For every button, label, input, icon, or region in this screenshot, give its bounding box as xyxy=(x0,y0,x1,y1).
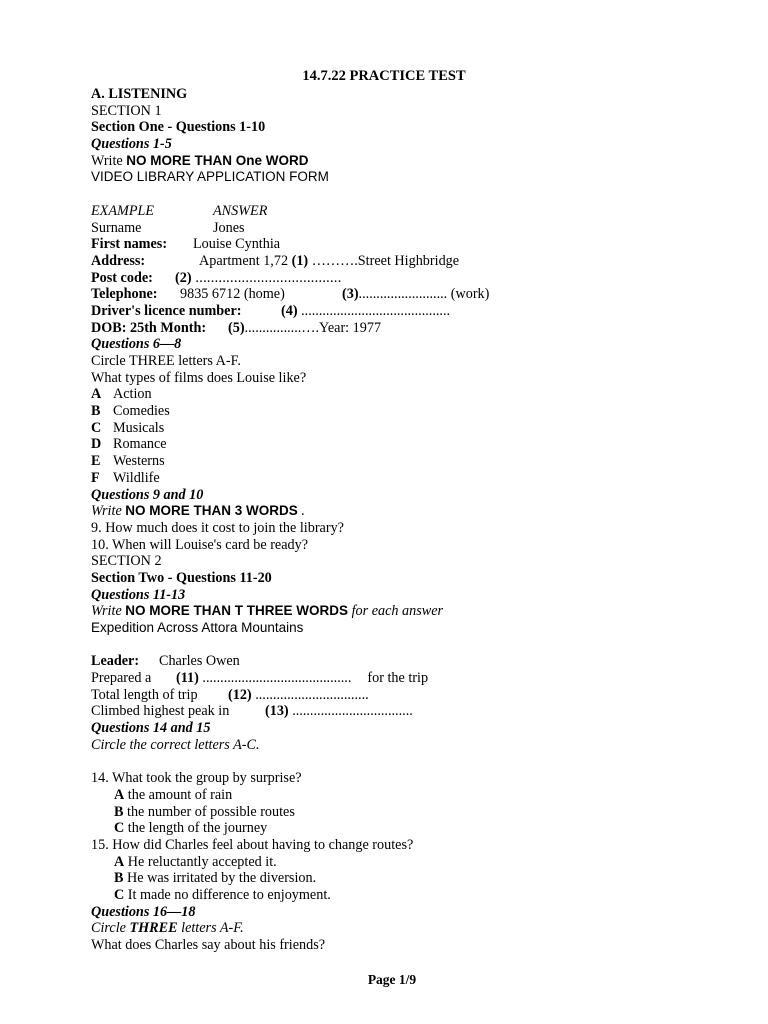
film-option: C Musicals xyxy=(91,419,165,436)
questions-6-8-question: What types of films does Louise like? xyxy=(91,369,307,386)
address-row: Address: Apartment 1,72 (1) ……….Street Highbridge xyxy=(91,252,460,269)
questions-16-18-heading: Questions 16—18 xyxy=(91,903,196,920)
question-15: 15. How did Charles feel about having to change routes? xyxy=(91,836,414,853)
questions-11-13-heading: Questions 11-13 xyxy=(91,586,186,603)
highest-peak-row: Climbed highest peak in (13) .................................. xyxy=(91,703,413,720)
section-1-label: SECTION 1 xyxy=(91,102,162,119)
page-title: 14.7.22 PRACTICE TEST xyxy=(302,68,466,84)
answer-option: A He reluctantly accepted it. xyxy=(114,853,277,870)
question-10: 10. When will Louise's card be ready? xyxy=(91,536,309,553)
question-9: 9. How much does it cost to join the library? xyxy=(91,519,344,536)
leader-row: Leader: Charles Owen xyxy=(91,653,240,670)
questions-1-5-instruction: Write NO MORE THAN One WORD xyxy=(91,152,309,169)
questions-11-13-instruction: Write NO MORE THAN T THREE WORDS for each answer xyxy=(91,603,444,620)
licence-row: Driver's licence number: (4) .......................................... xyxy=(91,302,451,319)
example-header: EXAMPLE ANSWER xyxy=(91,202,268,219)
section-2-heading: Section Two - Questions 11-20 xyxy=(91,569,272,586)
prepared-row: Prepared a (11) .......................................... for the trip xyxy=(91,670,429,687)
part-heading: A. LISTENING xyxy=(91,86,188,102)
first-names-row: First names: Louise Cynthia xyxy=(91,236,281,253)
section-2-label: SECTION 2 xyxy=(91,553,162,570)
post-code-row: Post code: (2) ...................................... xyxy=(91,269,342,286)
telephone-row: Telephone: 9835 6712 (home) (3)......................... (work) xyxy=(91,286,490,303)
total-length-row: Total length of trip (12) ................................ xyxy=(91,686,369,703)
questions-6-8-heading: Questions 6—8 xyxy=(91,336,182,353)
answer-option: C It made no difference to enjoyment. xyxy=(114,887,331,903)
film-option: F Wildlife xyxy=(91,469,160,486)
questions-1-5-heading: Questions 1-5 xyxy=(91,136,172,153)
dob-row: DOB: 25th Month: (5)................….Year: 1977 xyxy=(91,319,382,336)
questions-9-10-instruction: Write NO MORE THAN 3 WORDS . xyxy=(91,503,305,520)
surname-row: Surname Jones xyxy=(91,219,245,236)
page-number: Page 1/9 xyxy=(367,972,417,987)
form-title: VIDEO LIBRARY APPLICATION FORM xyxy=(91,169,329,185)
questions-9-10-heading: Questions 9 and 10 xyxy=(91,486,204,503)
film-option: E Westerns xyxy=(91,453,165,470)
film-option: D Romance xyxy=(91,436,167,453)
expedition-title: Expedition Across Attora Mountains xyxy=(91,620,304,635)
questions-16-18-question: What does Charles say about his friends? xyxy=(91,937,326,954)
answer-option: A the amount of rain xyxy=(114,786,233,803)
answer-option: B the number of possible routes xyxy=(114,803,295,820)
questions-14-15-instruction: Circle the correct letters A-C. xyxy=(91,736,260,753)
answer-option: B He was irritated by the diversion. xyxy=(114,870,317,887)
question-14: 14. What took the group by surprise? xyxy=(91,770,302,787)
questions-16-18-instruction: Circle THREE letters A-F. xyxy=(91,920,244,937)
questions-6-8-instruction: Circle THREE letters A-F. xyxy=(91,353,241,369)
questions-14-15-heading: Questions 14 and 15 xyxy=(91,720,211,737)
film-option: B Comedies xyxy=(91,403,170,420)
answer-option: C the length of the journey xyxy=(114,820,268,837)
section-1-heading: Section One - Questions 1-10 xyxy=(91,119,266,136)
document-body xyxy=(91,86,691,954)
film-option: A Action xyxy=(91,386,152,403)
